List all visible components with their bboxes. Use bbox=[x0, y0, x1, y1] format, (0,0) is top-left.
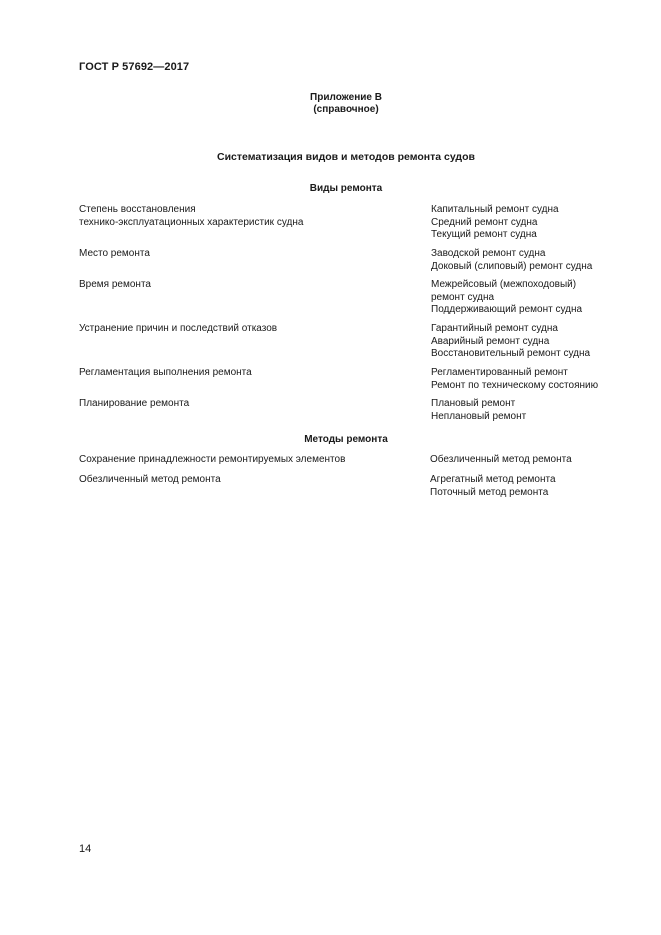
items-cell bbox=[431, 279, 616, 317]
criterion-cell bbox=[79, 454, 419, 467]
item-line: Межрейсовый (межпоходовый) ремонт судна bbox=[431, 279, 577, 303]
item-line: Гарантийный ремонт судна bbox=[431, 323, 558, 334]
criterion-cell bbox=[79, 279, 419, 292]
item-line: Текущий ремонт судна bbox=[431, 229, 537, 240]
item-line: Поддерживающий ремонт судна bbox=[431, 304, 583, 315]
appendix-title: Приложение В bbox=[310, 92, 382, 103]
item-line: Ремонт по техническому состоянию bbox=[431, 379, 599, 391]
repair-types-heading: Виды ремонта bbox=[309, 183, 383, 194]
criterion-cell bbox=[79, 323, 419, 336]
item-line: Капитальный ремонт судна bbox=[431, 204, 559, 215]
appendix-note: (справочное) bbox=[313, 104, 379, 115]
item-line: Заводской ремонт судна bbox=[431, 248, 546, 259]
criterion-line: Планирование ремонта bbox=[79, 398, 190, 409]
repair-methods-heading: Методы ремонта bbox=[304, 434, 388, 445]
criterion-line: Обезличенный метод ремонта bbox=[79, 474, 221, 485]
criterion-cell bbox=[79, 367, 419, 380]
criterion-line: Место ремонта bbox=[79, 248, 150, 259]
item-line: Обезличенный метод ремонта bbox=[430, 454, 572, 465]
item-line: Регламентированный ремонт bbox=[431, 367, 568, 378]
items-cell bbox=[431, 323, 616, 361]
item-line: Средний ремонт судна bbox=[431, 216, 538, 228]
criterion-line: технико-эксплуатационных характеристик судна bbox=[79, 216, 304, 228]
criterion-line: Регламентация выполнения ремонта bbox=[79, 367, 252, 378]
standard-header: ГОСТ Р 57692—2017 bbox=[79, 61, 190, 73]
items-cell bbox=[431, 204, 616, 242]
items-cell bbox=[430, 474, 615, 499]
items-cell bbox=[431, 367, 616, 392]
criterion-line: Устранение причин и последствий отказов bbox=[79, 323, 278, 334]
criterion-line: Степень восстановления bbox=[79, 204, 196, 215]
items-cell bbox=[431, 398, 616, 423]
criterion-cell bbox=[79, 204, 419, 229]
item-line: Агрегатный метод ремонта bbox=[430, 474, 556, 485]
item-line: Поточный метод ремонта bbox=[430, 486, 549, 498]
item-line: Доковый (слиповый) ремонт судна bbox=[431, 260, 593, 272]
item-line: Неплановый ремонт bbox=[431, 410, 527, 422]
document-title: Систематизация видов и методов ремонта судов bbox=[217, 151, 475, 163]
criterion-cell bbox=[79, 398, 419, 411]
item-line: Аварийный ремонт судна bbox=[431, 335, 550, 347]
item-line: Восстановительный ремонт судна bbox=[431, 348, 591, 359]
items-cell bbox=[431, 248, 616, 273]
criterion-cell bbox=[79, 248, 419, 261]
page-number: 14 bbox=[79, 843, 92, 855]
criterion-line: Время ремонта bbox=[79, 279, 151, 290]
criterion-cell bbox=[79, 474, 419, 487]
items-cell bbox=[430, 454, 615, 467]
criterion-line: Сохранение принадлежности ремонтируемых элементов bbox=[79, 454, 346, 465]
item-line: Плановый ремонт bbox=[431, 398, 516, 409]
